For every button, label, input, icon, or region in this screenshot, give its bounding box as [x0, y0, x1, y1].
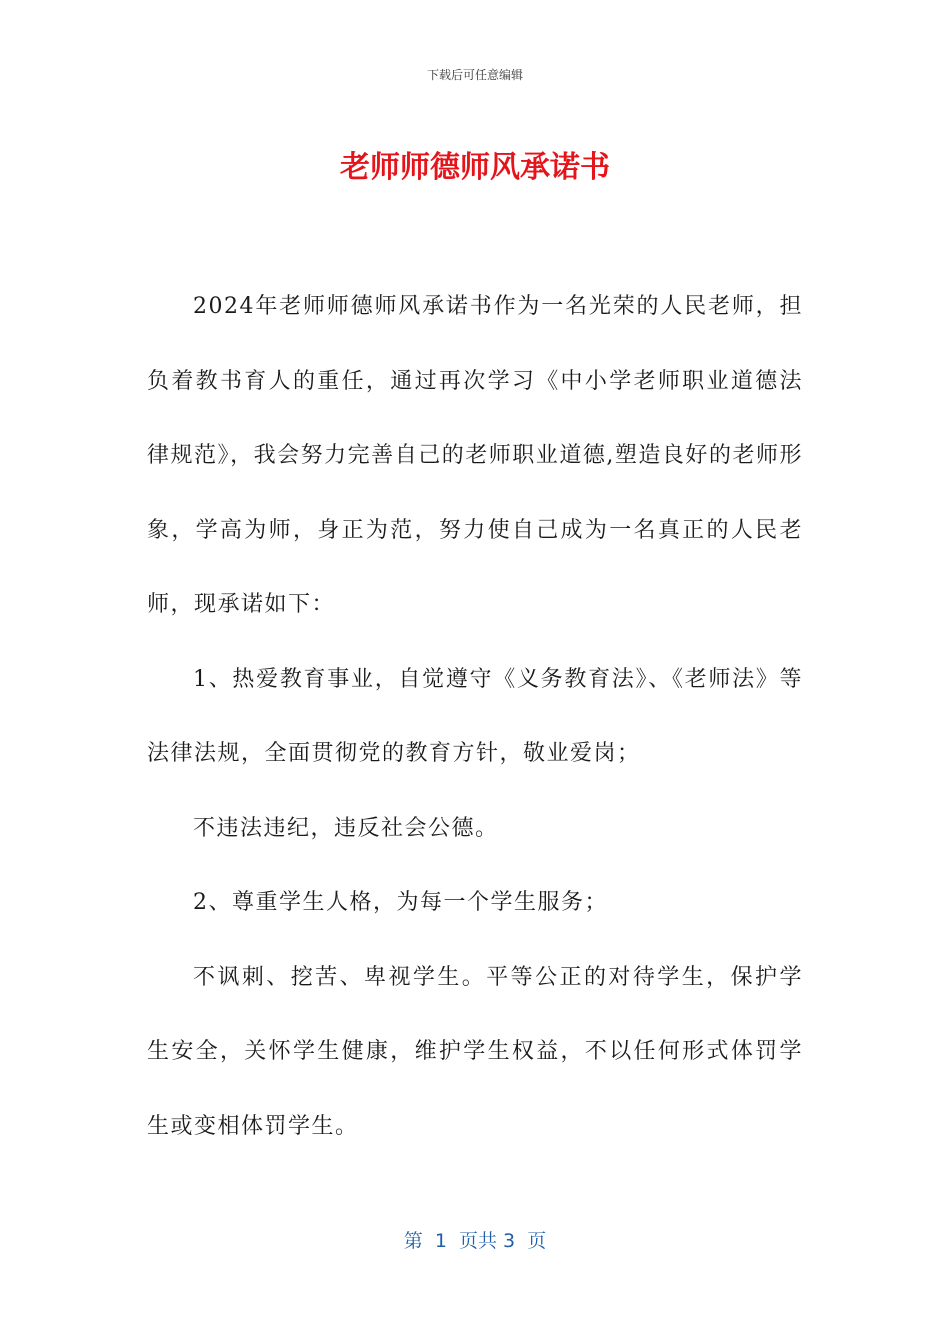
paragraph-item-1: 1、热爱教育事业，自觉遵守《义务教育法》、《老师法》等法律法规，全面贯彻党的教育方针，敬业爱岗； [147, 666, 803, 766]
page-number-footer: 第 1 页共 3 页 [403, 1230, 547, 1252]
paragraph-intro: 2024年老师师德师风承诺书作为一名光荣的人民老师，担负着教书育人的重任，通过再次学习《中小学老师职业道德法律规范》，我会努力完善自己的老师职业道德,塑造良好的老师形象，学高为师，身正为范，努力使自己成为一名真正的人民老师，现承诺如下： [147, 294, 803, 617]
header-note: 下载后可任意编辑 [426, 68, 523, 82]
document-body [147, 270, 803, 1164]
paragraph-item-2-cont: 不讽刺、挖苦、卑视学生。平等公正的对待学生，保护学生安全，关怀学生健康，维护学生权益，不以任何形式体罚学生或变相体罚学生。 [147, 964, 803, 1139]
paragraph-item-2: 2、尊重学生人格，为每一个学生服务； [193, 890, 608, 915]
document-title: 老师师德师风承诺书 [340, 150, 610, 185]
paragraph-item-1-cont: 不违法违纪，违反社会公德。 [193, 815, 499, 841]
